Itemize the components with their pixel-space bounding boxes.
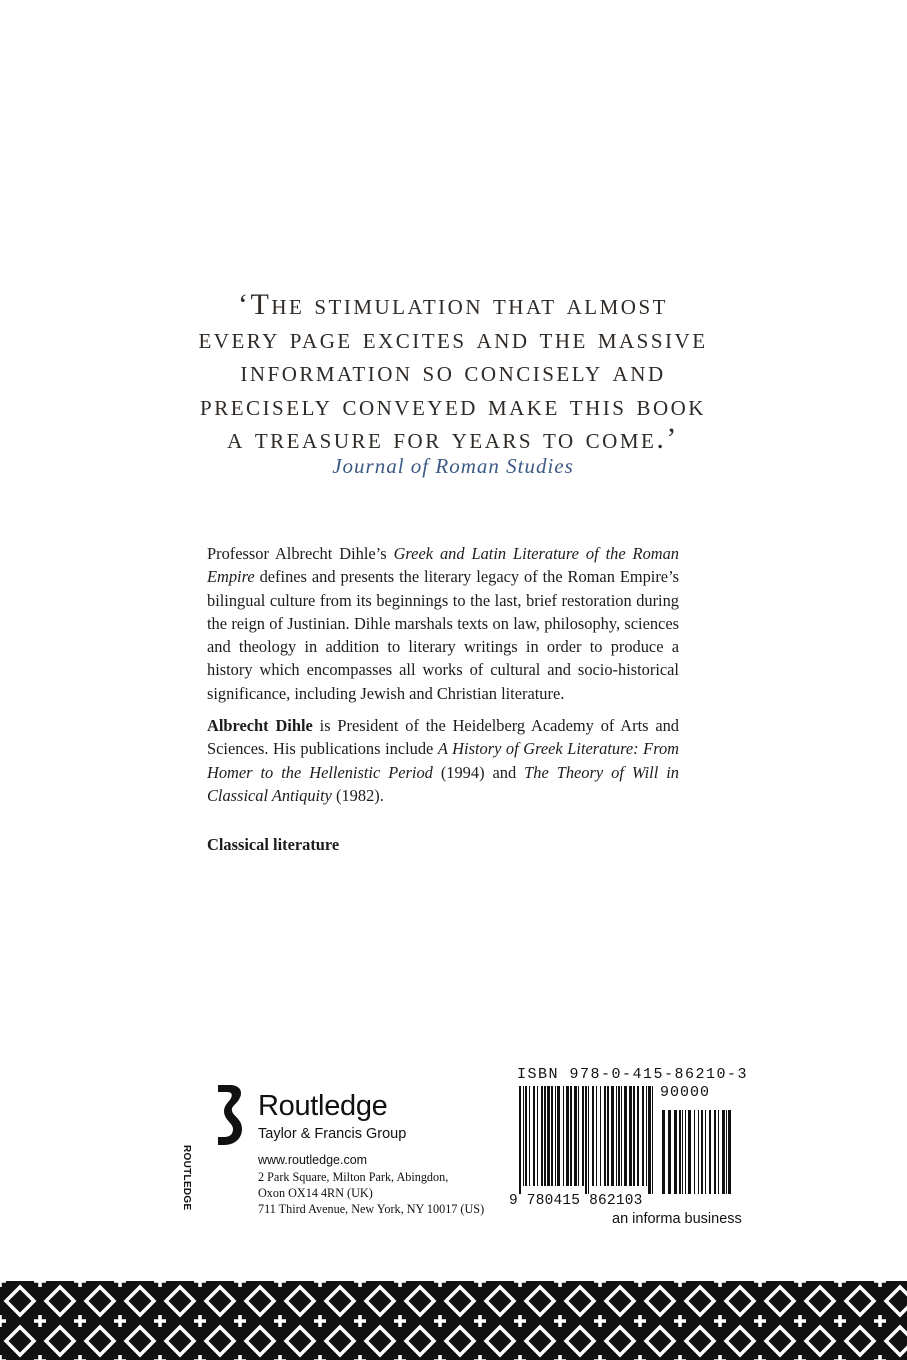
quote-source: Journal of Roman Studies	[332, 454, 574, 478]
quote-line: every page excites and the massive	[198, 321, 708, 355]
routledge-logo-icon	[214, 1083, 248, 1147]
publisher-website: www.routledge.com	[258, 1153, 368, 1167]
informa-tagline: an informa business	[612, 1211, 742, 1227]
publisher-name: Routledge	[258, 1090, 388, 1122]
quote-line: ‘The stimulation that almost	[238, 288, 668, 321]
barcode-addon-digits: 90000	[660, 1084, 711, 1101]
publisher-group: Taylor & Francis Group	[258, 1126, 407, 1142]
quote-line: information so concisely and	[240, 355, 666, 388]
address-line: 711 Third Avenue, New York, NY 10017 (US)	[258, 1202, 485, 1216]
author-bio	[207, 714, 679, 807]
book-description	[207, 542, 679, 816]
decorative-lattice-border	[0, 1281, 907, 1360]
endorsement-quote	[150, 288, 756, 456]
description-text: Professor Albrecht Dihle’s	[207, 544, 394, 563]
publisher-logo-text: ROUTLEDGE	[181, 1145, 192, 1211]
book-title: Greek and Latin Literature of the Roman Empire	[207, 544, 679, 587]
address-line: 2 Park Square, Milton Park, Abingdon,	[258, 1170, 449, 1184]
isbn-label: ISBN 978-0-415-86210-3	[517, 1066, 749, 1083]
description-paragraph	[207, 542, 679, 705]
book-title: The Theory of Will in Classical Antiquity	[207, 762, 680, 805]
barcode-icon	[517, 1086, 733, 1196]
address-line: Oxon OX14 4RN (UK)	[258, 1186, 373, 1200]
bio-text: (1982).	[331, 785, 384, 805]
publisher-address	[258, 1169, 484, 1217]
quote-line: a treasure for years to come.’	[227, 422, 679, 455]
barcode-digits: 9 780415 862103	[509, 1193, 643, 1209]
bio-text: (1994) and	[432, 762, 525, 782]
description-text: defines and presents the literary legacy of the Roman Empire’s bilingual culture from its beginnings to the last, brief restoration during the reign of Justinian. Dihle marshals texts on law, philosophy, sciences and theology in addition to literary writings in order to produce a history which encompasses all works of cultural and socio-historical significance, including Jewish and Christian literature.	[207, 567, 679, 703]
author-name: Albrecht Dihle	[207, 716, 313, 736]
subject-category: Classical literature	[207, 835, 340, 854]
bio-text: is President of the Heidelberg Academy of Arts and Sciences. His publications include	[207, 716, 680, 759]
book-title: A History of Greek Literature: From Homer to the Hellenistic Period	[207, 739, 679, 782]
quote-line: precisely conveyed make this book	[200, 388, 706, 422]
